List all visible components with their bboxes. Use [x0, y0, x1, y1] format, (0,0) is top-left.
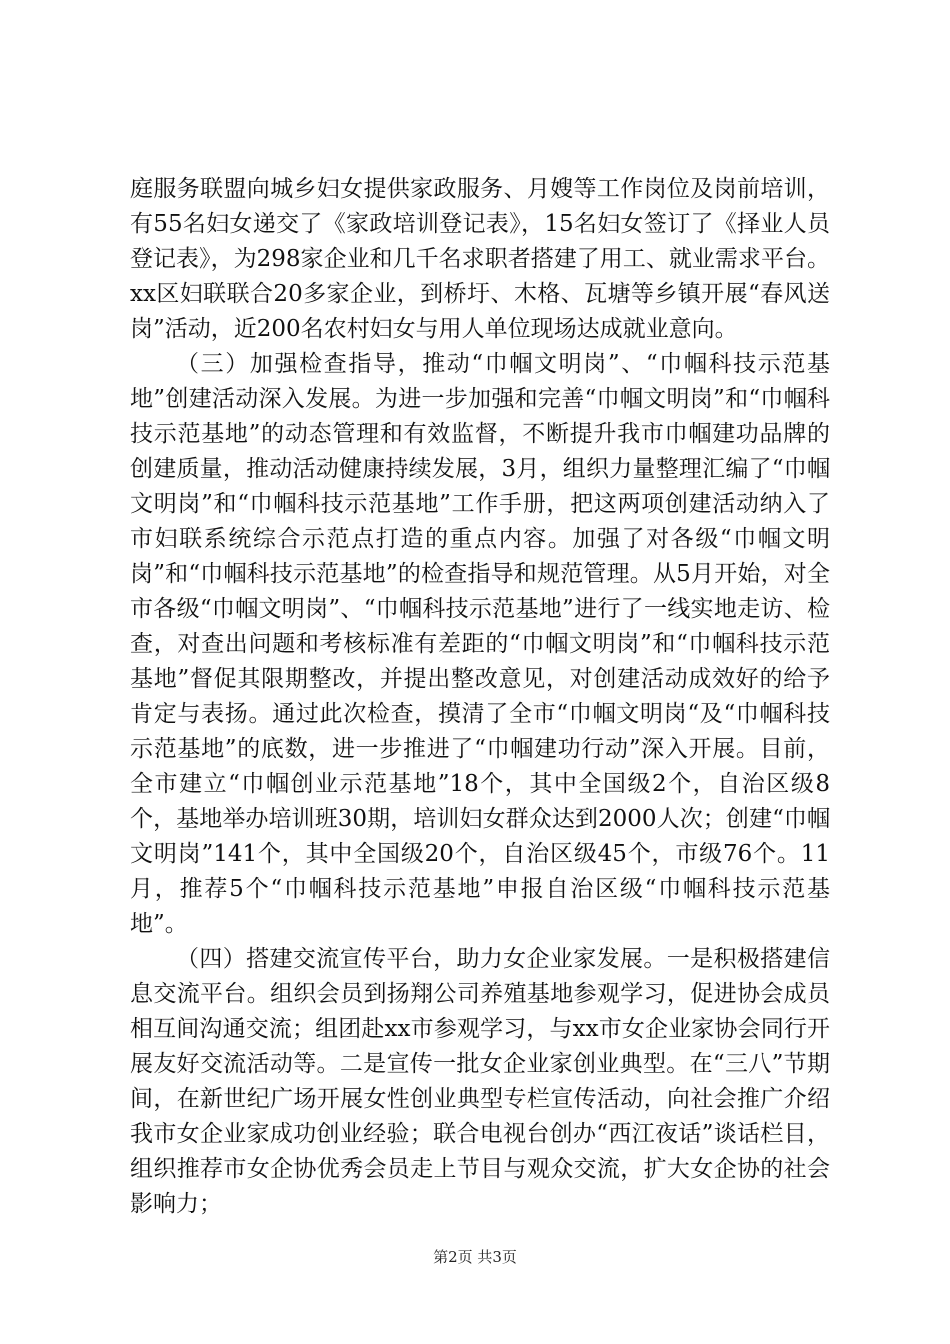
paragraph-continuation: 庭服务联盟向城乡妇女提供家政服务、月嫂等工作岗位及岗前培训，有55名妇女递交了《家政培训登记表》，15名妇女签订了《择业人员登记表》，为298家企业和几千名求职者搭建了用工、就业需求平台。xx区妇联联合20多家企业，到桥圩、木格、瓦塘等乡镇开展“春风送岗”活动，近200名农村妇女与用人单位现场达成就业意向。 — [130, 176, 830, 342]
document-body — [130, 172, 830, 1222]
paragraph-section-four: （四）搭建交流宣传平台，助力女企业家发展。一是积极搭建信息交流平台。组织会员到扬翔公司养殖基地参观学习，促进协会成员相互间沟通交流；组团赴xx市参观学习，与xx市女企业家协会同行开展友好交流活动等。二是宣传一批女企业家创业典型。在“三八”节期间，在新世纪广场开展女性创业典型专栏宣传活动，向社会推广介绍我市女企业家成功创业经验；联合电视台创办“西江夜话”谈话栏目，组织推荐市女企协优秀会员走上节目与观众交流，扩大女企协的社会影响力； — [130, 946, 830, 1217]
page-number-footer: 第2页 共3页 — [433, 1248, 517, 1266]
paragraph-section-three: （三）加强检查指导，推动“巾帼文明岗”、“巾帼科技示范基地”创建活动深入发展。为进一步加强和完善“巾帼文明岗”和“巾帼科技示范基地”的动态管理和有效监督，不断提升我市巾帼建功品牌的创建质量，推动活动健康持续发展，3月，组织力量整理汇编了“巾帼文明岗”和“巾帼科技示范基地”工作手册，把这两项创建活动纳入了市妇联系统综合示范点打造的重点内容。加强了对各级“巾帼文明岗”和“巾帼科技示范基地”的检查指导和规范管理。从5月开始，对全市各级“巾帼文明岗”、“巾帼科技示范基地”进行了一线实地走访、检查，对查出问题和考核标准有差距的“巾帼文明岗”和“巾帼科技示范基地”督促其限期整改，并提出整改意见，对创建活动成效好的给予肯定与表扬。通过此次检查，摸清了全市“巾帼文明岗“及“巾帼科技示范基地”的底数，进一步推进了“巾帼建功行动”深入开展。目前，全市建立“巾帼创业示范基地”18个，其中全国级2个，自治区级8个，基地举办培训班30期，培训妇女群众达到2000人次；创建“巾帼文明岗”141个，其中全国级20个，自治区级45个，市级76个。11月，推荐5个“巾帼科技示范基地”申报自治区级“巾帼科技示范基地”。 — [130, 351, 830, 937]
